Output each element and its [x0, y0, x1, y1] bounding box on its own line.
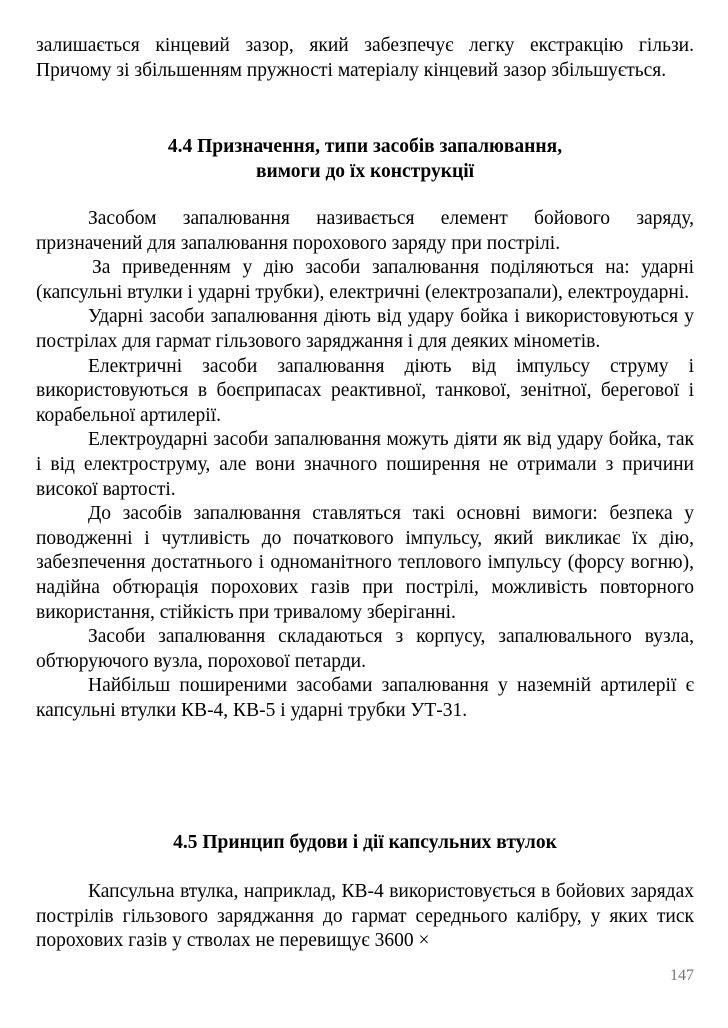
paragraph: Капсульна втулка, наприклад, КВ-4 використовується в бойових зарядах пострілів гільзового заряджання до гармат середнього калібру, у яких тиск порохових газів у стволах не перевищує 3600 ×: [36, 881, 694, 952]
intro-block: [36, 34, 694, 83]
section-4-4-title-line2: вимоги до їх конструкції: [255, 160, 475, 182]
paragraph: За приведенням у дію засоби запалювання поділяються на: ударні (капсульні втулки і ударні трубки), електричні (електрозапали), електроударні.: [36, 257, 694, 303]
section-4-4-title-line1: 4.4 Призначення, типи засобів запалювання,: [167, 136, 563, 157]
paragraph: Найбільш поширеними засобами запалювання у наземній артилерії є капсульні втулки КВ-4, КВ-5 і ударні трубки УТ-31.: [36, 675, 694, 721]
section-4-5-body: [36, 880, 694, 954]
section-4-4-heading: [36, 135, 694, 184]
paragraph: Електричні засоби запалювання діють від імпульсу струму і використовуються в боєприпасах реактивної, танкової, зенітної, берегової і корабельної артилерії.: [36, 355, 694, 426]
section-4-5-title: 4.5 Принцип будови і дії капсульних втулок: [173, 832, 557, 853]
paragraph: До засобів запалювання ставляться такі основні вимоги: безпека у поводженні і чутливість до початкового імпульсу, який викликає їх дію, забезпечення достатнього і одноманітного теплового імпульсу (форсу вогню), надійна обтюрація порохових газів при пострілі, можливість повторного використання, стійкість при тривалому зберіганні.: [36, 503, 694, 623]
intro-paragraph: залишається кінцевий зазор, який забезпечує легку екстракцію гільзи. Причому зі збільшенням пружності матеріалу кінцевий зазор збільшується.: [36, 35, 694, 81]
section-4-4-body: [36, 207, 694, 723]
paragraph: Засоби запалювання складаються з корпусу, запалювального вузла, обтюруючого вузла, порохової петарди.: [36, 626, 694, 672]
paragraph: Електроударні засоби запалювання можуть діяти як від удару бойка, так і від електроструму, але вони значного поширення не отримали з причини високої вартості.: [36, 429, 694, 500]
section-4-5-heading: [36, 831, 694, 856]
page-number: 147: [670, 967, 694, 984]
paragraph: Засобом запалювання називається елемент бойового заряду, призначений для запалювання порохового заряду при пострілі.: [36, 208, 694, 254]
paragraph: Ударні засоби запалювання діють від удару бойка і використовуються у пострілах для гармат гільзового заряджання і для деяких мінометів.: [36, 306, 694, 352]
